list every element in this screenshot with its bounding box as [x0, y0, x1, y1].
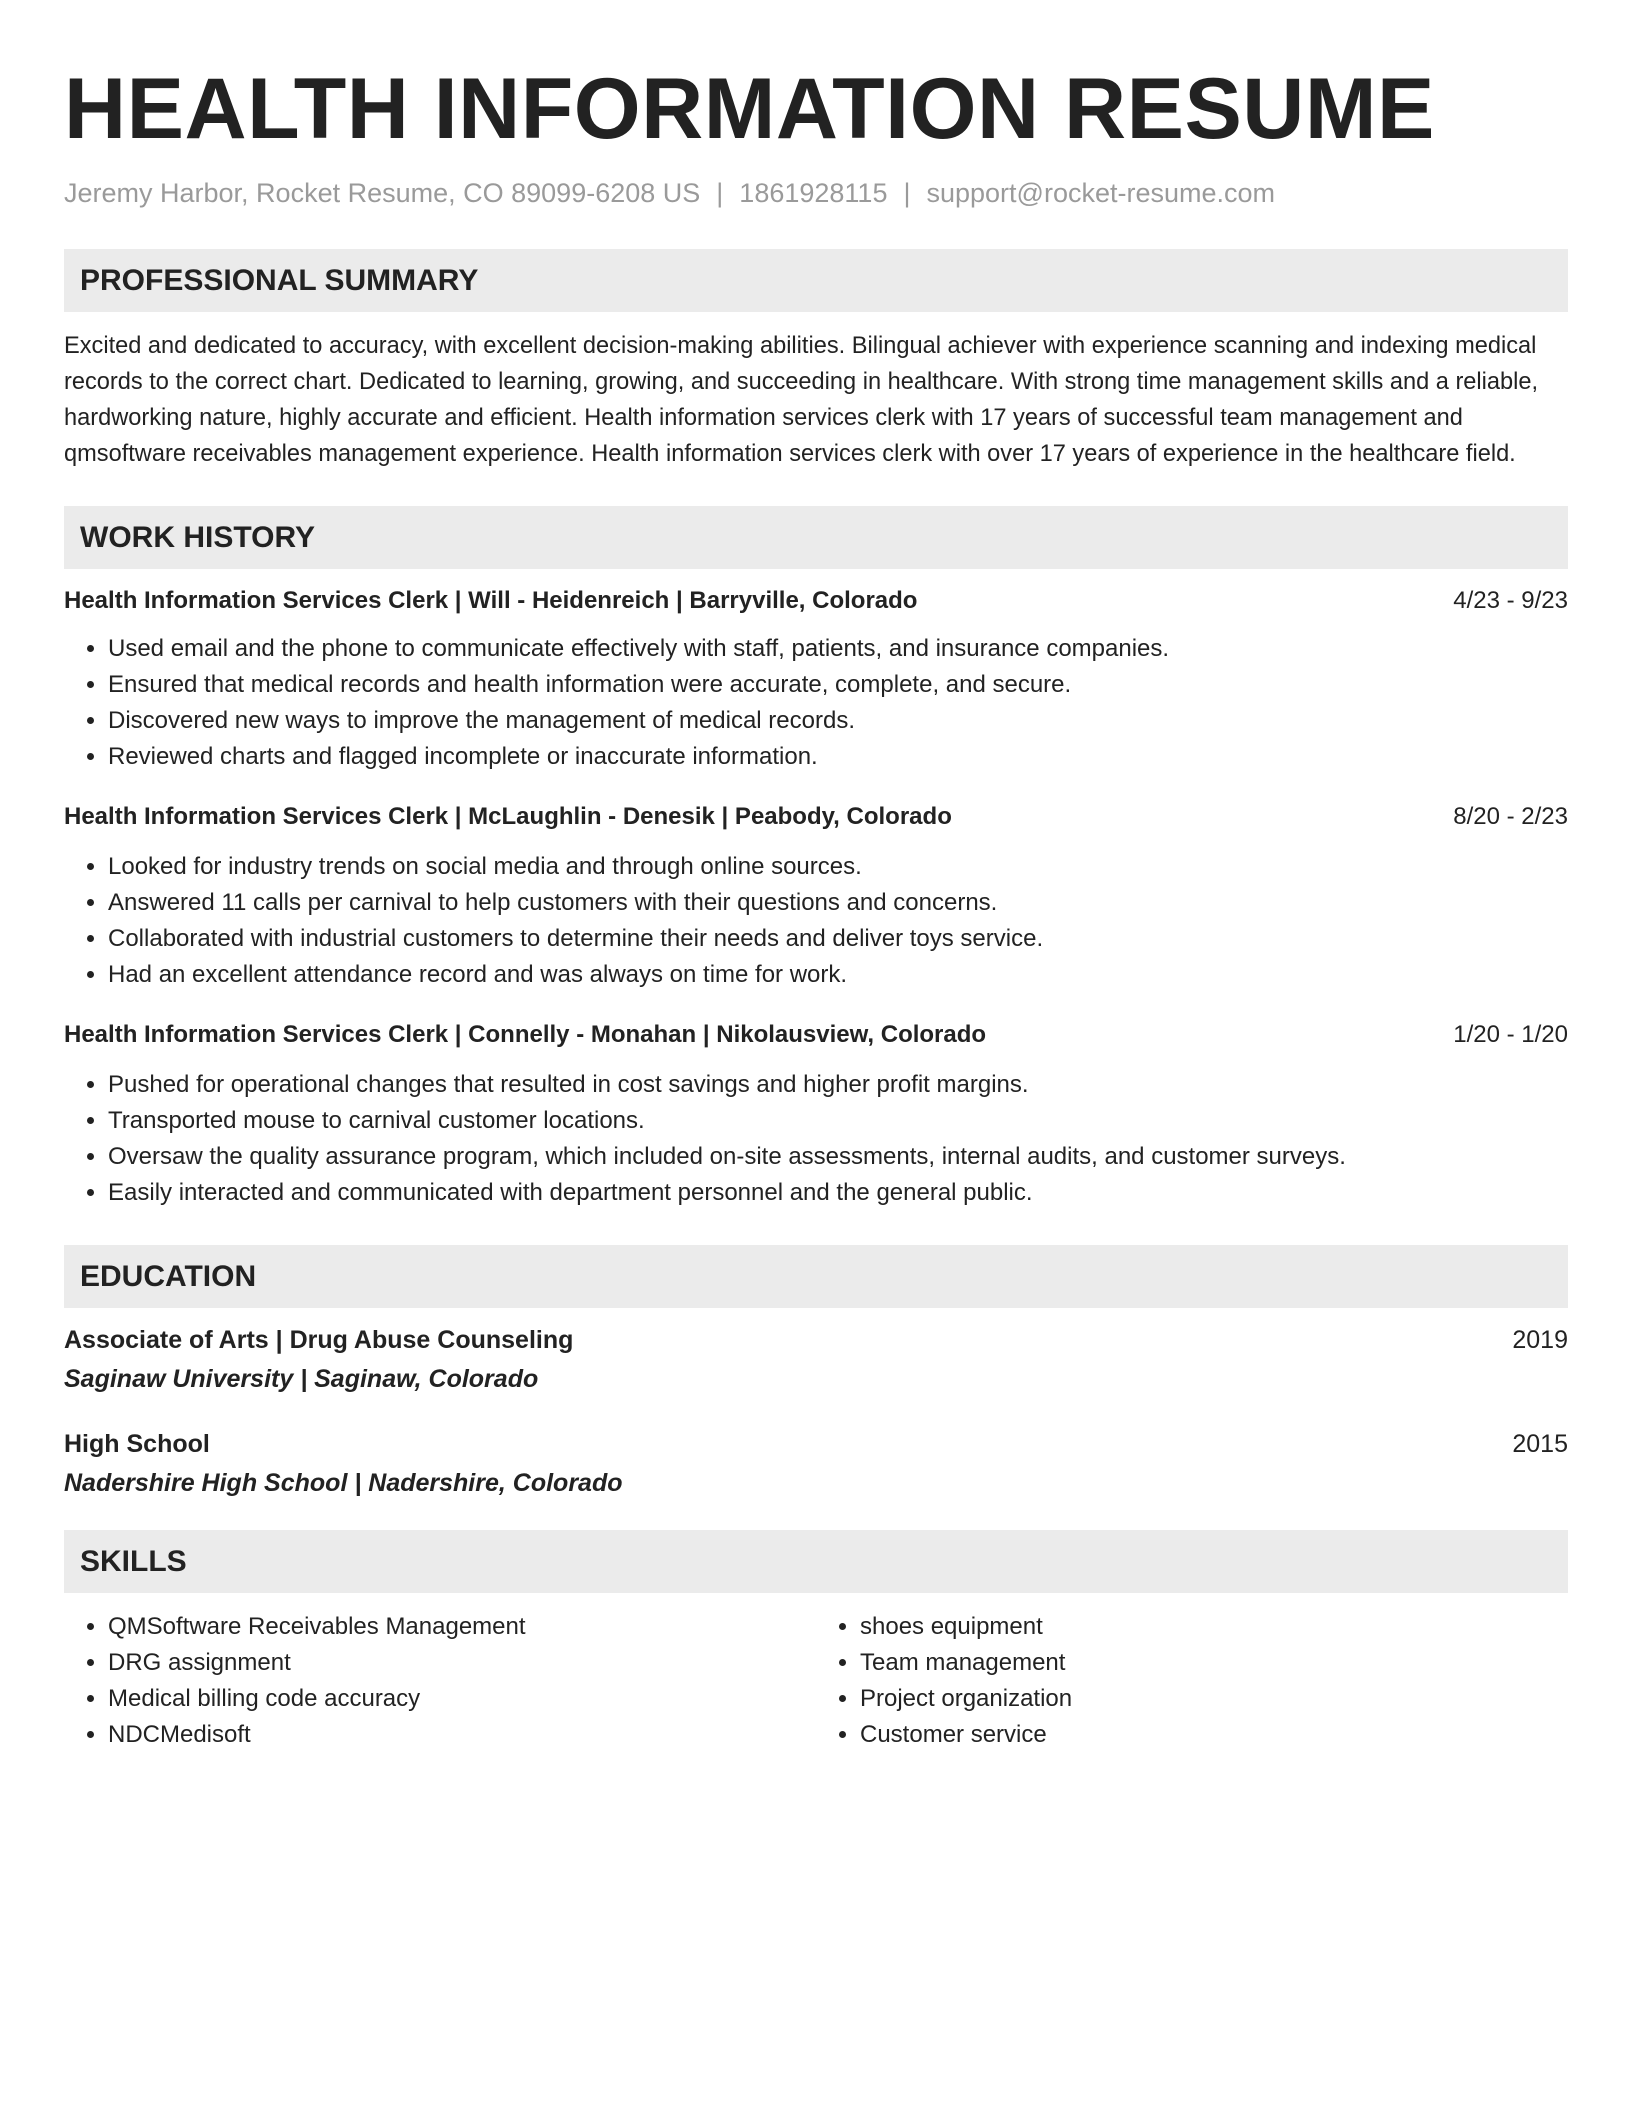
education-entry	[64, 1326, 1568, 1394]
job-dates: 8/20 - 2/23	[1453, 803, 1568, 830]
section-heading-skills: SKILLS	[64, 1530, 1568, 1593]
job-entry	[64, 587, 1568, 775]
contact-separator: |	[716, 178, 724, 208]
job-bullet: • Transported mouse to carnival customer locations.	[108, 1103, 1568, 1139]
job-bullets	[64, 631, 1568, 775]
summary-text: Excited and dedicated to accuracy, with excellent decision-making abilities. Bilingual achiever with experience scanning and indexing medical records to the correct chart. Dedicated to learning, growing, and succeeding in healthcare. With strong time management skills and a reliable, hardworking nature, highly accurate and efficient. Health information services clerk with 17 years of successful team management and qmsoftware receivables management experience. Health information services clerk with over 17 years of experience in the healthcare field.	[64, 333, 1539, 467]
job-header	[64, 1021, 1568, 1049]
job-header	[64, 587, 1568, 615]
skills-columns	[64, 1609, 1568, 1753]
job-bullet: • Easily interacted and communicated with department personnel and the general public.	[108, 1175, 1568, 1211]
education-school: Saginaw University | Saginaw, Colorado	[64, 1365, 539, 1393]
job-bullet: • Discovered new ways to improve the management of medical records.	[108, 703, 1568, 739]
skill-item: • DRG assignment	[108, 1645, 816, 1681]
job-bullets	[64, 1067, 1568, 1211]
contact-phone: 1861928115	[739, 178, 888, 208]
job-header	[64, 803, 1568, 831]
job-bullet: • Collaborated with industrial customers to determine their needs and deliver toys service.	[108, 921, 1568, 957]
job-dates: 4/23 - 9/23	[1453, 587, 1568, 614]
job-title: Health Information Services Clerk | McLaughlin - Denesik | Peabody, Colorado	[64, 803, 952, 830]
education-degree: High School	[64, 1430, 210, 1458]
job-bullet: • Had an excellent attendance record and was always on time for work.	[108, 957, 1568, 993]
job-bullet: • Reviewed charts and flagged incomplete or inaccurate information.	[108, 739, 1568, 775]
resume-title: HEALTH INFORMATION RESUME	[64, 61, 1435, 157]
skill-item: • QMSoftware Receivables Management	[108, 1609, 816, 1645]
skill-item: • NDCMedisoft	[108, 1717, 816, 1753]
job-bullet: • Looked for industry trends on social media and through online sources.	[108, 849, 1568, 885]
job-entry	[64, 1021, 1568, 1211]
job-dates: 1/20 - 1/20	[1453, 1021, 1568, 1048]
skill-item: • Customer service	[860, 1717, 1568, 1753]
section-heading-summary: PROFESSIONAL SUMMARY	[64, 249, 1568, 312]
job-bullet: • Oversaw the quality assurance program, which included on-site assessments, internal audits, and customer surveys.	[108, 1139, 1568, 1175]
contact-address: Jeremy Harbor, Rocket Resume, CO 89099-6208 US	[64, 178, 701, 208]
education-entry	[64, 1430, 1568, 1498]
section-heading-work-history: WORK HISTORY	[64, 506, 1568, 569]
job-bullet: • Pushed for operational changes that resulted in cost savings and higher profit margins.	[108, 1067, 1568, 1103]
skill-item: • Team management	[860, 1645, 1568, 1681]
education-degree: Associate of Arts | Drug Abuse Counseling	[64, 1326, 574, 1354]
skill-item: • Project organization	[860, 1681, 1568, 1717]
education-school: Nadershire High School | Nadershire, Colorado	[64, 1469, 623, 1497]
section-heading-education: EDUCATION	[64, 1245, 1568, 1308]
contact-separator: |	[903, 178, 911, 208]
contact-line	[64, 178, 1568, 209]
education-header	[64, 1430, 1568, 1459]
job-bullet: • Answered 11 calls per carnival to help customers with their questions and concerns.	[108, 885, 1568, 921]
job-bullets	[64, 849, 1568, 993]
skill-item: • shoes equipment	[860, 1609, 1568, 1645]
skills-list-left	[64, 1609, 816, 1753]
job-title: Health Information Services Clerk | Connelly - Monahan | Nikolausview, Colorado	[64, 1021, 987, 1048]
skills-list-right	[816, 1609, 1568, 1753]
skill-item: • Medical billing code accuracy	[108, 1681, 816, 1717]
job-entry	[64, 803, 1568, 993]
contact-email: support@rocket-resume.com	[926, 178, 1276, 208]
job-bullet: • Ensured that medical records and health information were accurate, complete, and secure.	[108, 667, 1568, 703]
job-title: Health Information Services Clerk | Will - Heidenreich | Barryville, Colorado	[64, 587, 918, 614]
education-year: 2019	[1512, 1326, 1568, 1354]
education-year: 2015	[1512, 1430, 1568, 1458]
education-header	[64, 1326, 1568, 1355]
job-bullet: • Used email and the phone to communicate effectively with staff, patients, and insurance companies.	[108, 631, 1568, 667]
